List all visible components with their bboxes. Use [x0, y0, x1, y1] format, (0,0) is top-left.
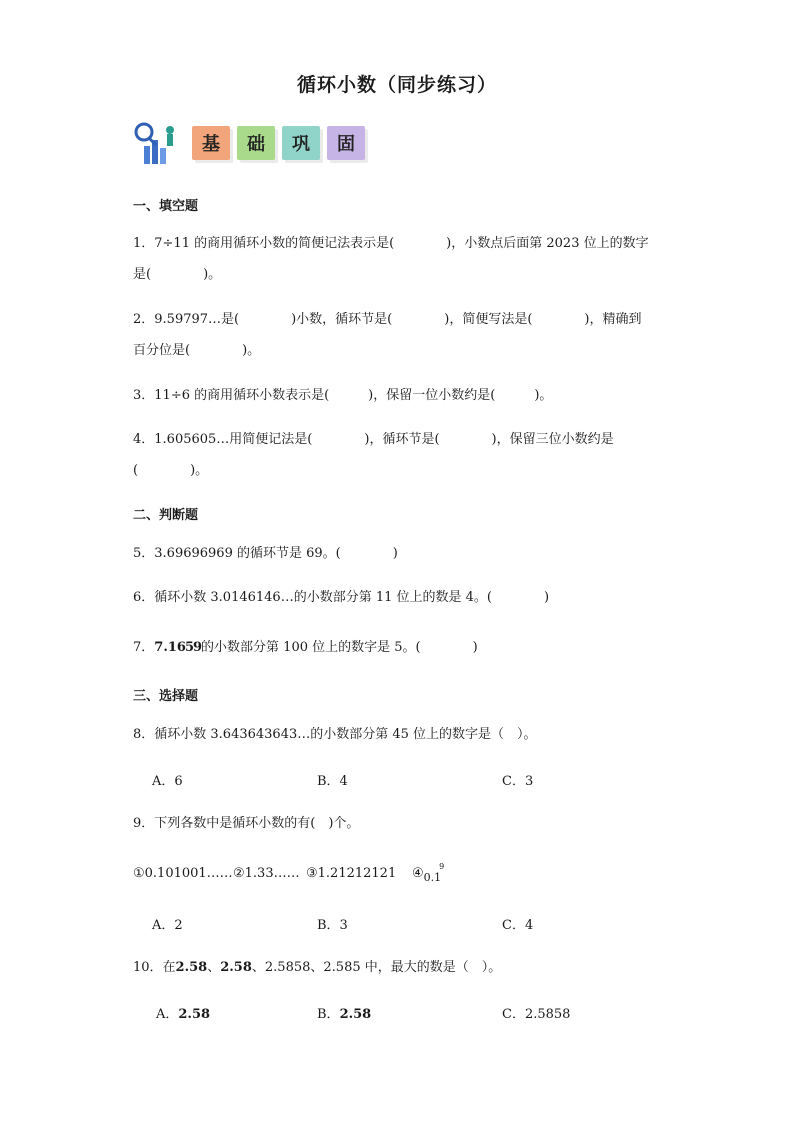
question-4-line-1: 4．1.605605…用简便记法是( )，循环节是( )，保留三位小数约是	[133, 432, 614, 447]
question-9-item-4	[412, 862, 446, 884]
question-8: 8．循环小数 3.643643643…的小数部分第 45 位上的数字是（ ）。	[133, 727, 537, 742]
question-8-option-a[interactable]: A．6	[152, 774, 183, 789]
question-1-line-1: 1．7÷11 的商用循环小数的简便记法表示是( )，小数点后面第 2023 位上的数字	[133, 236, 649, 251]
question-7-prefix: 7．	[133, 640, 155, 655]
question-10-separator: 、	[207, 960, 221, 975]
question-2-line-1: 2．9.59797…是( )小数，循环节是( )，简便写法是( )，精确到	[133, 312, 642, 327]
question-9-item-4-number: 0.1	[423, 871, 442, 884]
question-9: 9．下列各数中是循环小数的有( )个。	[133, 816, 360, 831]
question-5: 5．3.69696969 的循环节是 69。( )	[133, 546, 398, 561]
question-10-text: 、2.5858、2.585 中，最大的数是（ ）。	[251, 960, 502, 975]
question-10-option-b-label: B．	[317, 1007, 340, 1022]
question-10-option-b-number: 2.58	[339, 1007, 372, 1022]
banner-tile-gong: 巩	[282, 126, 320, 160]
question-6: 6．循环小数 3.0146146…的小数部分第 11 位上的数是 4。( )	[133, 590, 550, 605]
question-7-text: 的小数部分第 100 位上的数字是 5。( )	[201, 640, 478, 655]
section-heading-judge: 二、判断题	[133, 508, 199, 523]
section-banner	[130, 118, 370, 170]
question-1-line-2: 是( )。	[133, 267, 222, 282]
question-9-option-a[interactable]: A．2	[152, 918, 183, 933]
question-10-option-a[interactable]	[156, 1003, 210, 1022]
question-9-item-4-repeat-digit: 9	[439, 862, 445, 871]
question-10	[133, 959, 501, 977]
question-10-number-2: 2.58	[220, 960, 252, 975]
question-9-option-b[interactable]: B．3	[317, 918, 348, 933]
question-9-item-1: ①0.101001……	[133, 866, 233, 881]
question-8-option-b[interactable]: B．4	[317, 774, 348, 789]
question-7-number: 7.1	[154, 640, 177, 655]
question-10-option-c[interactable]: C．2.5858	[502, 1007, 571, 1022]
question-9-option-c[interactable]: C．4	[502, 918, 534, 933]
magnifier-chart-icon	[130, 120, 182, 168]
question-10-number-1: 2.58	[175, 960, 208, 975]
banner-tile-ji: 基	[192, 126, 230, 160]
page-title: 循环小数（同步练习）	[296, 74, 497, 96]
section-heading-fill: 一、填空题	[133, 199, 199, 214]
question-9-item-3: ③1.21212121	[306, 866, 397, 881]
question-2-line-2: 百分位是( )。	[133, 343, 261, 358]
question-7-repeating-digits: 659	[176, 640, 202, 655]
section-heading-choice: 三、选择题	[133, 689, 199, 704]
question-8-option-c[interactable]: C．3	[502, 774, 534, 789]
banner-tile-chu: 础	[237, 126, 275, 160]
question-10-option-a-number: 2.58	[178, 1007, 211, 1022]
question-10-option-b[interactable]	[317, 1003, 371, 1022]
question-9-item-4-label: ④	[412, 866, 424, 881]
question-10-option-a-label: A．	[156, 1007, 179, 1022]
question-4-line-2: ( )。	[133, 463, 209, 478]
question-10-prefix: 10．在	[133, 960, 176, 975]
question-7	[133, 639, 478, 657]
question-9-item-2: ②1.33……	[233, 866, 300, 881]
banner-tile-gu: 固	[327, 126, 365, 160]
question-3: 3．11÷6 的商用循环小数表示是( )，保留一位小数约是( )。	[133, 388, 553, 403]
